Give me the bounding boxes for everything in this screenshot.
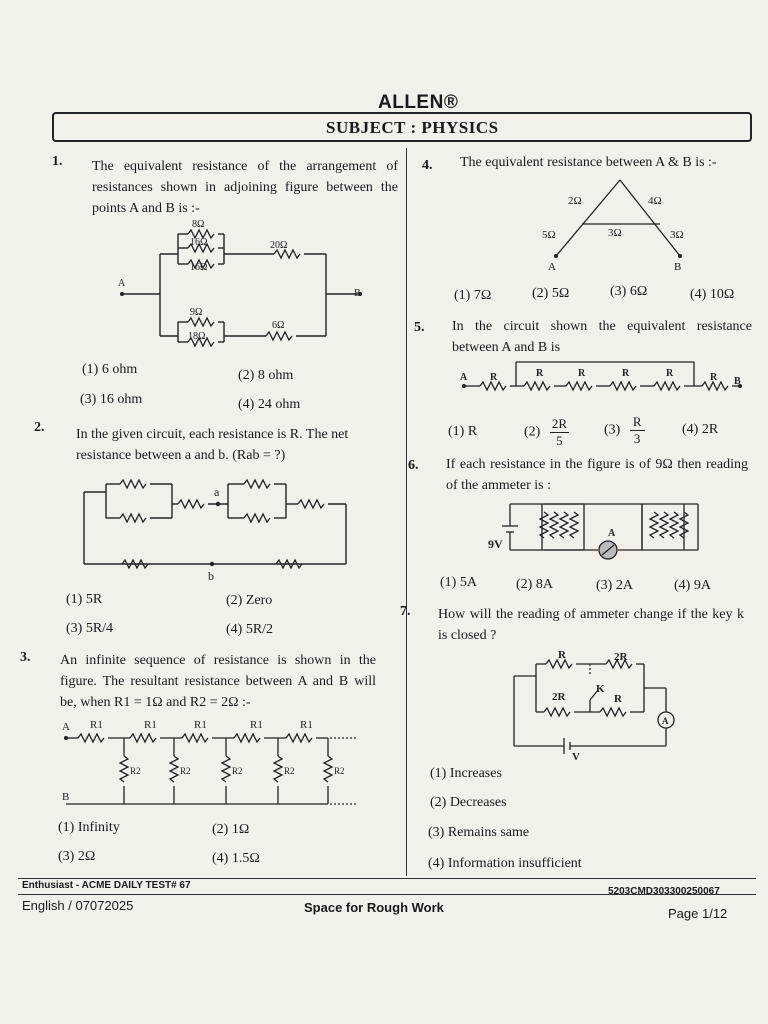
label-4ohm: 4Ω — [648, 195, 662, 207]
option-4[interactable]: (4) 9A — [674, 578, 711, 593]
ladder-r2-label: R2 — [180, 766, 191, 776]
label-point-a: A — [460, 372, 468, 383]
option-4[interactable]: (4) 2R — [682, 422, 719, 437]
ladder-r1-label: R1 — [300, 719, 313, 731]
option-3[interactable]: (3) 6Ω — [610, 284, 648, 299]
fraction-denominator: 5 — [556, 433, 563, 448]
label-battery-v: V — [572, 751, 580, 763]
option-label: (2) — [524, 424, 541, 440]
page-number: Page 1/12 — [668, 906, 728, 921]
label-r: R — [578, 368, 586, 379]
label-point-a: A — [118, 278, 126, 289]
label-r: R — [536, 368, 544, 379]
option-2[interactable]: (2) 8 ohm — [238, 368, 294, 383]
label-9ohm: 9Ω — [190, 307, 203, 318]
label-2r-bottom: 2R — [552, 691, 566, 703]
option-3[interactable]: (3) Remains same — [428, 825, 530, 840]
option-3[interactable]: (3) 2Ω — [58, 849, 96, 864]
ladder-r1-label: R1 — [250, 719, 263, 731]
fraction — [630, 414, 645, 447]
question-number: 4. — [422, 158, 433, 173]
fraction — [550, 416, 569, 449]
battery-label: 9V — [488, 537, 503, 551]
ladder-r1-label: R1 — [144, 719, 157, 731]
label-3ohm-right: 3Ω — [670, 229, 684, 241]
question-number: 2. — [34, 420, 45, 435]
ladder-label-a: A — [62, 721, 70, 733]
label-3ohm-mid: 3Ω — [608, 227, 622, 239]
node-b-label: b — [208, 569, 214, 583]
ladder-r2-label: R2 — [232, 766, 243, 776]
option-4[interactable]: (4) 10Ω — [690, 287, 735, 302]
language-date: English / 07072025 — [22, 898, 134, 913]
option-2[interactable]: (2) 1Ω — [212, 822, 250, 837]
question-text: The equivalent resistance of the arrangement of resistances shown in adjoining figure between the points A and B is :- — [92, 159, 398, 216]
option-2[interactable] — [524, 416, 569, 449]
brand-logo: ALLEN® — [378, 92, 459, 113]
option-1[interactable]: (1) 7Ω — [454, 288, 492, 303]
question-text: If each resistance in the figure is of 9Ω then reading of the ammeter is : — [446, 457, 748, 493]
fraction-numerator: R — [630, 414, 645, 431]
footer-divider-top — [18, 878, 756, 879]
label-6ohm: 6Ω — [272, 320, 285, 331]
label-r: R — [490, 372, 498, 383]
document-code: 5203CMD303300250067 — [608, 886, 720, 897]
q6-circuit-diagram — [488, 500, 718, 562]
ladder-r2-label: R2 — [130, 766, 141, 776]
rough-work-label: Space for Rough Work — [304, 900, 444, 915]
option-1[interactable]: (1) 6 ohm — [82, 362, 138, 377]
question-text: An infinite sequence of resistance is shown in the figure. The resultant resistance between A and B will be, when R1 = 1Ω and R2 = 2Ω :- — [60, 653, 376, 710]
option-2[interactable]: (2) 8A — [516, 577, 553, 592]
fraction-denominator: 3 — [633, 431, 641, 446]
label-key: K — [596, 683, 605, 695]
option-2[interactable]: (2) 5Ω — [532, 286, 570, 301]
q2-circuit-diagram — [80, 472, 350, 584]
question-text: In the given circuit, each resistance is R. The net resistance between a and b. (Rab = ?) — [76, 427, 349, 463]
question-text: How will the reading of ammeter change if the key k is closed ? — [438, 607, 744, 643]
label-16ohm-a: 16Ω — [190, 237, 208, 248]
label-8ohm: 8Ω — [192, 219, 205, 230]
option-1[interactable]: (1) 5A — [440, 575, 477, 590]
label-20ohm: 20Ω — [270, 240, 288, 251]
option-label: (3) — [604, 422, 621, 438]
question-text: In the circuit shown the equivalent resistance between A and B is — [452, 319, 752, 355]
subject-title: SUBJECT : PHYSICS — [326, 118, 499, 137]
question-number: 1. — [52, 154, 63, 169]
label-r-bottom: R — [614, 693, 622, 705]
option-3[interactable]: (3) 5R/4 — [66, 621, 114, 636]
question-number: 7. — [400, 604, 411, 619]
option-4[interactable]: (4) 24 ohm — [238, 397, 301, 412]
option-2[interactable]: (2) Decreases — [430, 795, 507, 810]
label-16ohm-b: 16Ω — [190, 262, 208, 273]
label-point-b: B — [674, 261, 682, 272]
q1-circuit-diagram — [112, 218, 372, 358]
label-r-top: R — [558, 649, 566, 661]
node-a-label: a — [214, 485, 220, 499]
label-r: R — [666, 368, 674, 379]
q5-circuit-diagram — [458, 356, 748, 408]
question-number: 5. — [414, 320, 425, 335]
q7-circuit-diagram — [510, 648, 690, 764]
ammeter-label: A — [608, 528, 616, 539]
label-r: R — [710, 372, 718, 383]
ladder-label-b: B — [62, 791, 70, 803]
label-5ohm: 5Ω — [542, 229, 556, 241]
question-number: 3. — [20, 650, 31, 665]
label-2ohm: 2Ω — [568, 195, 582, 207]
option-1[interactable]: (1) Increases — [430, 766, 502, 781]
label-point-a: A — [548, 261, 556, 272]
label-point-b: B — [734, 376, 741, 387]
option-1[interactable]: (1) 5R — [66, 592, 103, 607]
option-4[interactable]: (4) 1.5Ω — [212, 851, 260, 866]
option-4[interactable]: (4) Information insufficient — [428, 856, 582, 871]
ladder-r2-label: R2 — [334, 766, 345, 776]
option-1[interactable]: (1) Infinity — [58, 820, 120, 835]
question-text: The equivalent resistance between A & B is :- — [460, 155, 717, 170]
ladder-r1-label: R1 — [90, 719, 103, 731]
q3-infinite-ladder — [60, 716, 360, 812]
option-3[interactable]: (3) 2A — [596, 578, 633, 593]
q4-triangle-network — [536, 176, 696, 272]
question-number: 6. — [408, 458, 419, 473]
column-divider — [406, 148, 407, 876]
label-18ohm: 18Ω — [188, 331, 206, 342]
option-3[interactable] — [604, 414, 645, 447]
option-2[interactable]: (2) Zero — [226, 593, 273, 608]
ladder-r1-label: R1 — [194, 719, 207, 731]
label-2r-top: 2R — [614, 651, 628, 663]
option-3[interactable]: (3) 16 ohm — [80, 392, 143, 407]
option-1[interactable]: (1) R — [448, 424, 478, 439]
label-point-b: B — [354, 288, 361, 299]
ammeter-label: A — [662, 716, 669, 726]
test-name: Enthusiast - ACME DAILY TEST# 67 — [22, 880, 191, 891]
fraction-numerator: 2R — [551, 416, 567, 431]
label-r: R — [622, 368, 630, 379]
ladder-r2-label: R2 — [284, 766, 295, 776]
option-4[interactable]: (4) 5R/2 — [226, 622, 274, 637]
